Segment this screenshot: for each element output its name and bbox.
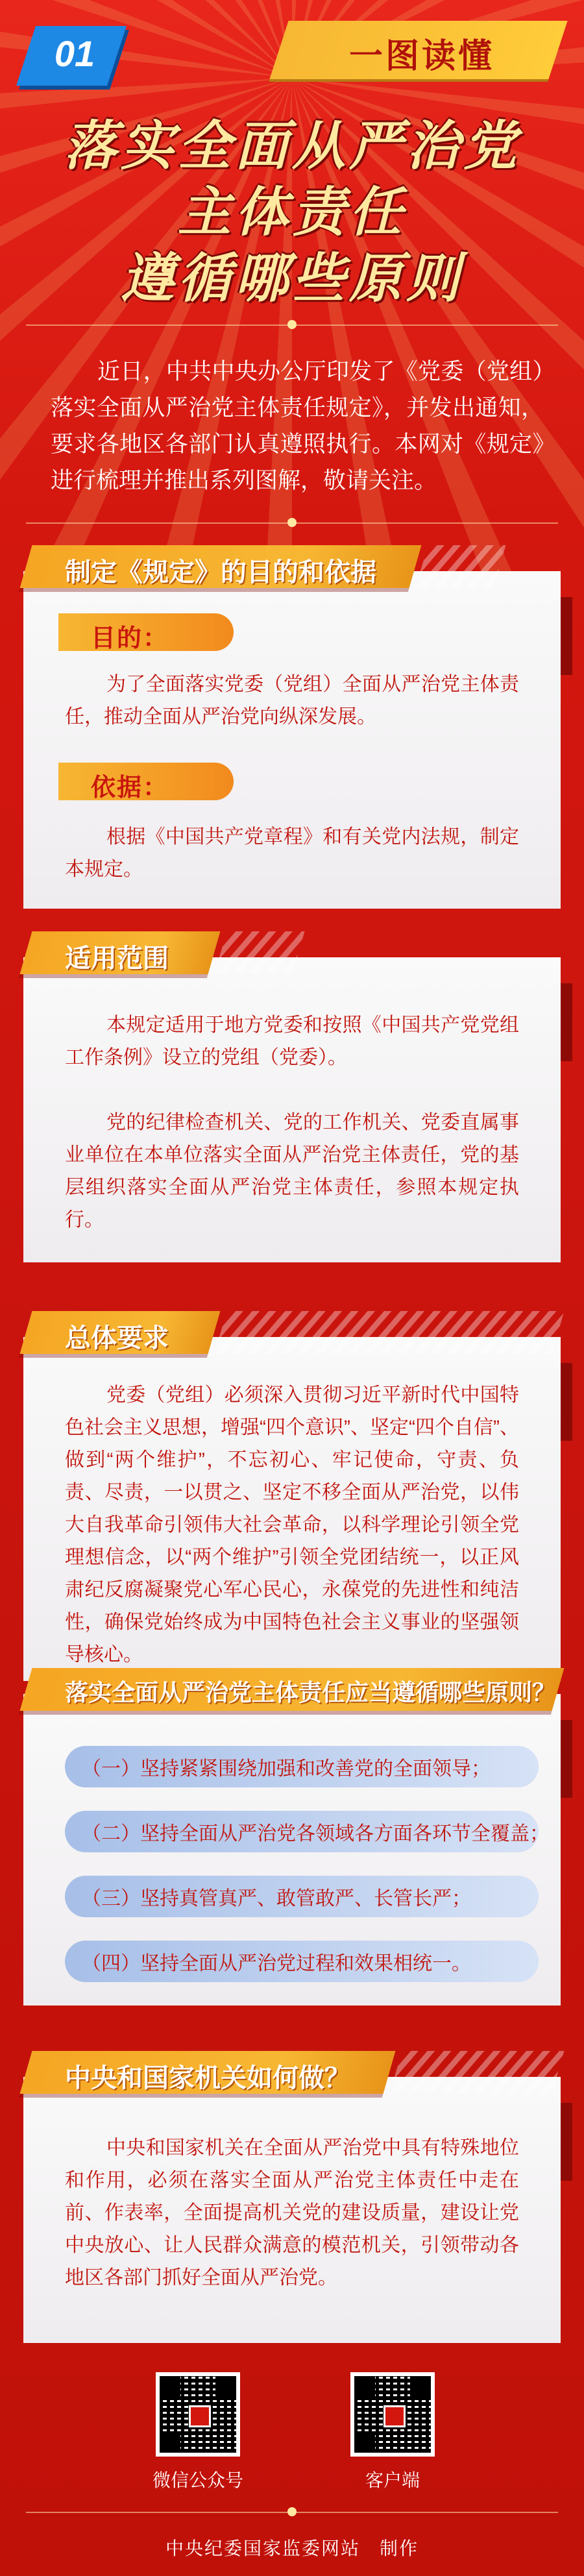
basis-label: 依据： <box>91 774 169 802</box>
title-line-2: 主体责任 <box>178 183 406 242</box>
title-line-3: 遵循哪些原则 <box>121 249 463 308</box>
principle-item-4 <box>65 1941 539 1982</box>
divider-dot <box>287 2507 297 2516</box>
principle-text: （四）坚持全面从严治党过程和效果相统一。 <box>82 1953 471 1974</box>
requirements-text: 党委（党组）必须深入贯彻习近平新时代中国特色社会主义思想，增强“四个意识”、坚定“四个自信”、做到“两个维护”，不忘初心、牢记使命，守责、负责、尽责，一以贯之、坚定不移全面从严治党，以伟大自我革命引领伟大社会革命，以科学理论引领全党理想信念，以“两个维护”引领全党团结统一，以正风肃纪反腐凝聚党心军心民心，永葆党的先进性和纯洁性，确保党始终成为中国特色社会主义事业的坚强领导核心。 <box>65 1384 519 1665</box>
section-heading: 落实全面从严治党主体责任应当遵循哪些原则？ <box>65 1679 556 1706</box>
divider-dot <box>287 320 297 329</box>
principle-item-3 <box>65 1876 539 1917</box>
principle-text: （二）坚持全面从严治党各领域各方面各环节全覆盖； <box>82 1823 549 1845</box>
principle-item-1 <box>65 1746 539 1787</box>
section-heading: 制定《规定》的目的和依据 <box>65 558 376 587</box>
heading-stripes <box>390 2051 565 2094</box>
tag-label: 一图读懂 <box>348 38 494 75</box>
number-label: 01 <box>54 33 95 74</box>
qr-label-app: 客户端 <box>365 2470 420 2490</box>
heading-stripes <box>215 931 305 974</box>
purpose-label: 目的： <box>91 625 169 652</box>
section-heading: 中央和国家机关如何做？ <box>65 2064 350 2092</box>
principle-text: （一）坚持紧紧围绕加强和改善党的全面领导； <box>82 1758 491 1780</box>
qr-code-wechat <box>156 2372 240 2457</box>
principle-text: （三）坚持真管真严、敢管敢严、长管长严； <box>82 1888 471 1909</box>
scope-paragraph-2: 党的纪律检查机关、党的工作机关、党委直属事业单位在本单位落实全面从严治党主体责任，党的基层组织落实全面从严治党主体责任，参照本规定执行。 <box>65 1112 519 1231</box>
intro-paragraph: 近日，中共中央办公厅印发了《党委（党组）落实全面从严治党主体责任规定》，并发出通知，要求各地区各部门认真遵照执行。本网对《规定》进行梳理并推出系列图解，敬请关注。 <box>51 359 544 493</box>
principle-item-2 <box>65 1811 549 1852</box>
purpose-text: 为了全面落实党委（党组）全面从严治党主体责任，推动全面从严治党向纵深发展。 <box>65 674 519 728</box>
footer-credit: 中央纪委国家监委网站 制作 <box>165 2538 419 2558</box>
divider-dot <box>287 518 297 527</box>
heading-stripes <box>215 1311 565 1354</box>
basis-text: 根据《中国共产党章程》和有关党内法规，制定本规定。 <box>65 826 519 880</box>
qr-label-wechat: 微信公众号 <box>152 2470 243 2490</box>
scope-paragraph-1: 本规定适用于地方党委和按照《中国共产党党组工作条例》设立的党组（党委）。 <box>65 1014 519 1068</box>
qr-code-app <box>350 2372 435 2457</box>
heading-stripes <box>416 545 506 588</box>
section-heading: 适用范围 <box>65 944 169 973</box>
section-heading: 总体要求 <box>65 1324 169 1353</box>
title-line-1: 落实全面从严治党 <box>64 117 520 176</box>
central-organs-text: 中央和国家机关在全面从严治党中具有特殊地位和作用，必须在落实全面从严治党主体责任中走在前、作表率，全面提高机关党的建设质量，建设让党中央放心、让人民群众满意的模范机关，引领带动各地区各部门抓好全面从严治党。 <box>65 2137 519 2288</box>
